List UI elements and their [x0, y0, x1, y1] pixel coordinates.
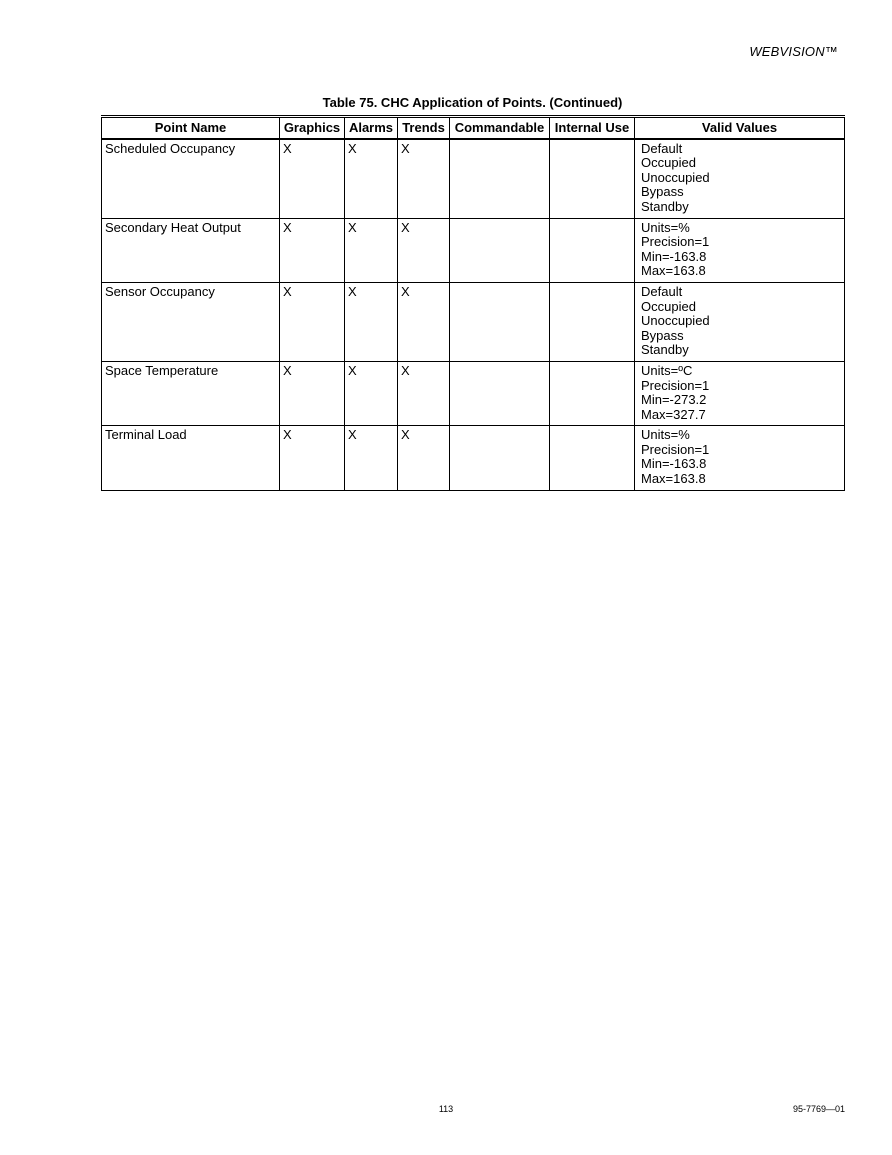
- point-name-cell: Sensor Occupancy: [102, 282, 280, 361]
- alarms-cell: X: [345, 139, 398, 218]
- valid-values-cell: [635, 139, 845, 218]
- trends-cell: X: [398, 426, 450, 490]
- document-number: 95-7769—01: [792, 1104, 845, 1114]
- point-name-cell: Space Temperature: [102, 361, 280, 425]
- column-header-valid-values: Valid Values: [635, 117, 845, 139]
- running-header-title: WEBVISION™: [749, 44, 838, 59]
- internal-use-cell: [550, 282, 635, 361]
- commandable-cell: [450, 426, 550, 490]
- alarms-cell: X: [345, 218, 398, 282]
- alarms-cell: X: [345, 361, 398, 425]
- valid-value: Max=163.8: [641, 471, 706, 487]
- valid-value: Units=ºC: [641, 362, 693, 378]
- trends-cell: X: [398, 139, 450, 218]
- valid-value: Min=-163.8: [641, 456, 707, 472]
- point-name-cell: Terminal Load: [102, 426, 280, 490]
- table-row: [102, 282, 845, 361]
- valid-value: Units=%: [641, 427, 690, 443]
- internal-use-cell: [550, 218, 635, 282]
- valid-values-cell: [635, 218, 845, 282]
- column-header-alarms: Alarms: [345, 117, 398, 139]
- internal-use-cell: [550, 426, 635, 490]
- table-row: [102, 361, 845, 425]
- point-name-cell: Scheduled Occupancy: [102, 139, 280, 218]
- table-row: [102, 426, 845, 490]
- valid-value: Min=-163.8: [641, 248, 707, 264]
- valid-value: Unoccupied: [641, 313, 710, 329]
- column-header-point-name: Point Name: [102, 117, 280, 139]
- valid-value: Default: [641, 140, 683, 156]
- valid-value: Precision=1: [641, 377, 710, 393]
- valid-value: Min=-273.2: [641, 392, 707, 408]
- graphics-cell: X: [280, 282, 345, 361]
- valid-value: Standby: [641, 198, 689, 214]
- table-header-row: [102, 117, 845, 139]
- valid-value: Bypass: [641, 184, 684, 200]
- valid-values-cell: [635, 361, 845, 425]
- valid-value: Bypass: [641, 327, 684, 343]
- internal-use-cell: [550, 361, 635, 425]
- trends-cell: X: [398, 282, 450, 361]
- graphics-cell: X: [280, 218, 345, 282]
- trends-cell: X: [398, 361, 450, 425]
- table-caption: Table 75. CHC Application of Points. (Continued): [322, 95, 623, 110]
- column-header-internal-use: Internal Use: [550, 117, 635, 139]
- valid-value: Units=%: [641, 219, 690, 235]
- page-number: 113: [438, 1104, 454, 1114]
- column-header-graphics: Graphics: [280, 117, 345, 139]
- valid-value: Precision=1: [641, 234, 710, 250]
- points-table: [101, 115, 845, 491]
- valid-value: Max=163.8: [641, 263, 706, 279]
- valid-value: Max=327.7: [641, 406, 706, 422]
- column-header-commandable: Commandable: [450, 117, 550, 139]
- valid-values-cell: [635, 426, 845, 490]
- commandable-cell: [450, 139, 550, 218]
- valid-values-cell: [635, 282, 845, 361]
- commandable-cell: [450, 282, 550, 361]
- graphics-cell: X: [280, 139, 345, 218]
- commandable-cell: [450, 361, 550, 425]
- column-header-trends: Trends: [398, 117, 450, 139]
- table-row: [102, 139, 845, 218]
- trends-cell: X: [398, 218, 450, 282]
- valid-value: Unoccupied: [641, 169, 710, 185]
- commandable-cell: [450, 218, 550, 282]
- internal-use-cell: [550, 139, 635, 218]
- valid-value: Default: [641, 283, 683, 299]
- alarms-cell: X: [345, 426, 398, 490]
- valid-value: Occupied: [641, 298, 696, 314]
- graphics-cell: X: [280, 361, 345, 425]
- point-name-cell: Secondary Heat Output: [102, 218, 280, 282]
- valid-value: Standby: [641, 342, 689, 358]
- graphics-cell: X: [280, 426, 345, 490]
- valid-value: Occupied: [641, 155, 696, 171]
- table-row: [102, 218, 845, 282]
- alarms-cell: X: [345, 282, 398, 361]
- valid-value: Precision=1: [641, 441, 710, 457]
